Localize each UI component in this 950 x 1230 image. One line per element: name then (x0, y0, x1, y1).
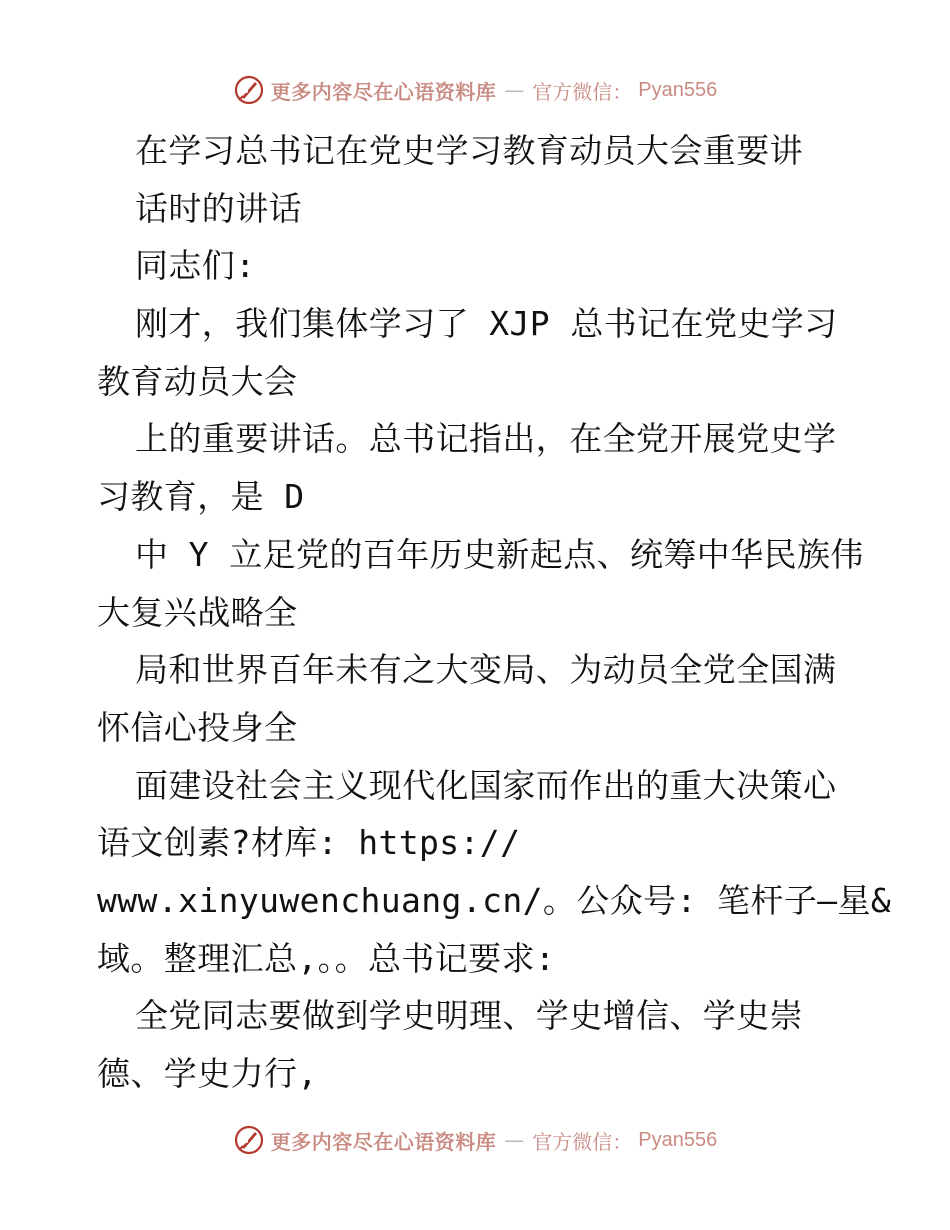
banner-separator: — (504, 78, 525, 102)
paragraph-line: 刚才，我们集体学习了 XJP 总书记在党史学习 (135, 304, 838, 344)
paragraph-line: 域。整理汇总,。。总书记要求: (97, 938, 556, 978)
quill-pen-logo-icon (233, 74, 265, 106)
title-line-1: 在学习总书记在党史学习教育动员大会重要讲 (135, 131, 803, 170)
paragraph-line: 习教育，是 D (97, 477, 305, 517)
paragraph-line: 教育动员大会 (97, 361, 298, 401)
paragraph-line: 上的重要讲话。总书记指出，在全党开展党史学 (135, 419, 837, 459)
banner-wechat-id: Pyan556 (638, 78, 718, 101)
banner-content (233, 74, 717, 106)
paragraph-line: 大复兴战略全 (97, 592, 298, 632)
banner-content (233, 1124, 717, 1156)
banner-separator: — (504, 1128, 525, 1152)
paragraph-line: 中 Y 立足党的百年历史新起点、统筹中华民族伟 (135, 534, 864, 574)
banner-slogan: 更多内容尽在心语资料库 (270, 1129, 497, 1154)
salutation: 同志们: (135, 246, 256, 286)
banner-slogan: 更多内容尽在心语资料库 (270, 79, 497, 104)
banner-wechat-label: 官方微信： (532, 1129, 633, 1154)
paragraph-line: 全党同志要做到学史明理、学史增信、学史崇 (135, 996, 803, 1036)
title-line-2: 话时的讲话 (135, 188, 302, 228)
document-body (97, 122, 892, 1103)
paragraph-line: 语文创素?材库: https:// (97, 823, 521, 863)
banner-wechat-label: 官方微信： (532, 79, 633, 104)
quill-pen-logo-icon (233, 1124, 265, 1156)
paragraph-line: www.xinyuwenchuang.cn/。公众号: 笔杆子—星& (97, 880, 892, 920)
header-watermark-banner (0, 70, 950, 110)
paragraph-line: 德、学史力行, (97, 1054, 318, 1093)
banner-wechat-id: Pyan556 (638, 1128, 718, 1151)
paragraph-line: 局和世界百年未有之大变局、为动员全党全国满 (135, 650, 837, 690)
paragraph-line: 面建设社会主义现代化国家而作出的重大决策心 (135, 765, 837, 805)
paragraph-line: 怀信心投身全 (97, 707, 298, 747)
footer-watermark-banner (0, 1120, 950, 1160)
